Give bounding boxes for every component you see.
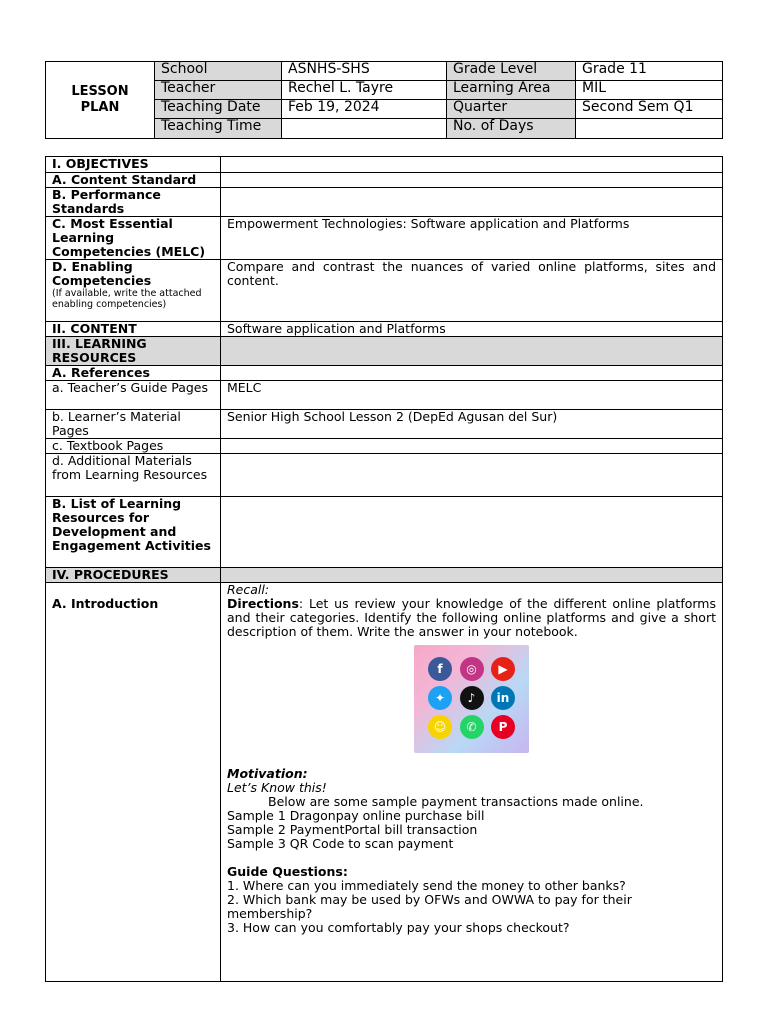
list-of-resources-label: B. List of Learning Resources for Development and Engagement Activities [46, 497, 221, 568]
social-icons-image [227, 639, 716, 767]
social-icons-grid [414, 645, 529, 753]
introduction-label: A. Introduction [46, 583, 221, 982]
learning-resources-heading: III. LEARNING RESOURCES [46, 337, 221, 366]
lets-know-label: Let’s Know this! [227, 780, 327, 795]
learners-material-value: Senior High School Lesson 2 (DepEd Agusan del Sur) [221, 410, 723, 439]
teachers-guide-value: MELC [221, 381, 723, 410]
teaching-time-value [282, 119, 447, 139]
snapchat-icon: ☺ [428, 715, 452, 739]
procedures-value [221, 568, 723, 583]
textbook-pages-label: c. Textbook Pages [46, 439, 221, 454]
quarter-value: Second Sem Q1 [576, 100, 723, 119]
question-3: 3. How can you comfortably pay your shops checkout? [227, 920, 570, 935]
facebook-icon: f [428, 657, 452, 681]
school-label: School [155, 62, 282, 81]
objectives-value [221, 157, 723, 173]
tiktok-icon: ♪ [460, 686, 484, 710]
content-value: Software application and Platforms [221, 322, 723, 337]
lesson-table [45, 156, 723, 982]
directions-label: Directions [227, 596, 299, 611]
linkedin-icon: in [491, 686, 515, 710]
learners-material-label: b. Learner’s Material Pages [46, 410, 221, 439]
quarter-label: Quarter [447, 100, 576, 119]
content-standard-value [221, 173, 723, 188]
question-1: 1. Where can you immediately send the money to other banks? [227, 878, 626, 893]
learning-area-value: MIL [576, 81, 723, 100]
procedures-heading: IV. PROCEDURES [46, 568, 221, 583]
teachers-guide-label: a. Teacher’s Guide Pages [46, 381, 221, 410]
references-label: A. References [46, 366, 221, 381]
grade-level-value: Grade 11 [576, 62, 723, 81]
performance-standards-label: B. Performance Standards [46, 188, 221, 217]
teaching-time-label: Teaching Time [155, 119, 282, 139]
no-of-days-value [576, 119, 723, 139]
question-2: 2. Which bank may be used by OFWs and OWWA to pay for their membership? [227, 892, 632, 921]
objectives-heading: I. OBJECTIVES [46, 157, 221, 173]
whatsapp-icon: ✆ [460, 715, 484, 739]
learning-resources-value [221, 337, 723, 366]
sample-1: Sample 1 Dragonpay online purchase bill [227, 808, 485, 823]
content-standard-label: A. Content Standard [46, 173, 221, 188]
additional-materials-value [221, 454, 723, 497]
sample-3: Sample 3 QR Code to scan payment [227, 836, 454, 851]
enabling-competencies-label: D. Enabling Competencies [52, 259, 152, 288]
motivation-heading: Motivation: [227, 766, 308, 781]
sample-2: Sample 2 PaymentPortal bill transaction [227, 822, 478, 837]
learning-area-label: Learning Area [447, 81, 576, 100]
header-table [45, 61, 723, 139]
instagram-icon: ◎ [460, 657, 484, 681]
recall-label: Recall: [227, 582, 270, 597]
teacher-value: Rechel L. Tayre [282, 81, 447, 100]
performance-standards-value [221, 188, 723, 217]
references-value [221, 366, 723, 381]
teaching-date-value: Feb 19, 2024 [282, 100, 447, 119]
teaching-date-label: Teaching Date [155, 100, 282, 119]
youtube-icon: ▶ [491, 657, 515, 681]
no-of-days-label: No. of Days [447, 119, 576, 139]
textbook-pages-value [221, 439, 723, 454]
list-of-resources-value [221, 497, 723, 568]
introduction-content [221, 583, 723, 982]
melc-value: Empowerment Technologies: Software application and Platforms [221, 217, 723, 260]
school-value: ASNHS-SHS [282, 62, 447, 81]
teacher-label: Teacher [155, 81, 282, 100]
enabling-competencies-note: (If available, write the attached enabling competencies) [52, 288, 202, 310]
additional-materials-label: d. Additional Materials from Learning Resources [46, 454, 221, 497]
directions-text: : Let us review your knowledge of the different online platforms and their categories. Identify the following online platforms and give a short description of them. Write the answer in your notebook. [227, 596, 716, 639]
directions-paragraph [227, 597, 716, 639]
guide-questions-heading: Guide Questions: [227, 864, 348, 879]
pinterest-icon: P [491, 715, 515, 739]
melc-label: C. Most Essential Learning Competencies (MELC) [46, 217, 221, 260]
lesson-plan-title: LESSON PLAN [46, 62, 155, 139]
enabling-competencies-value: Compare and contrast the nuances of varied online platforms, sites and content. [221, 260, 723, 322]
grade-level-label: Grade Level [447, 62, 576, 81]
enabling-competencies-cell [46, 260, 221, 322]
below-text: Below are some sample payment transactions made online. [268, 794, 644, 809]
content-label: II. CONTENT [46, 322, 221, 337]
twitter-icon: ✦ [428, 686, 452, 710]
